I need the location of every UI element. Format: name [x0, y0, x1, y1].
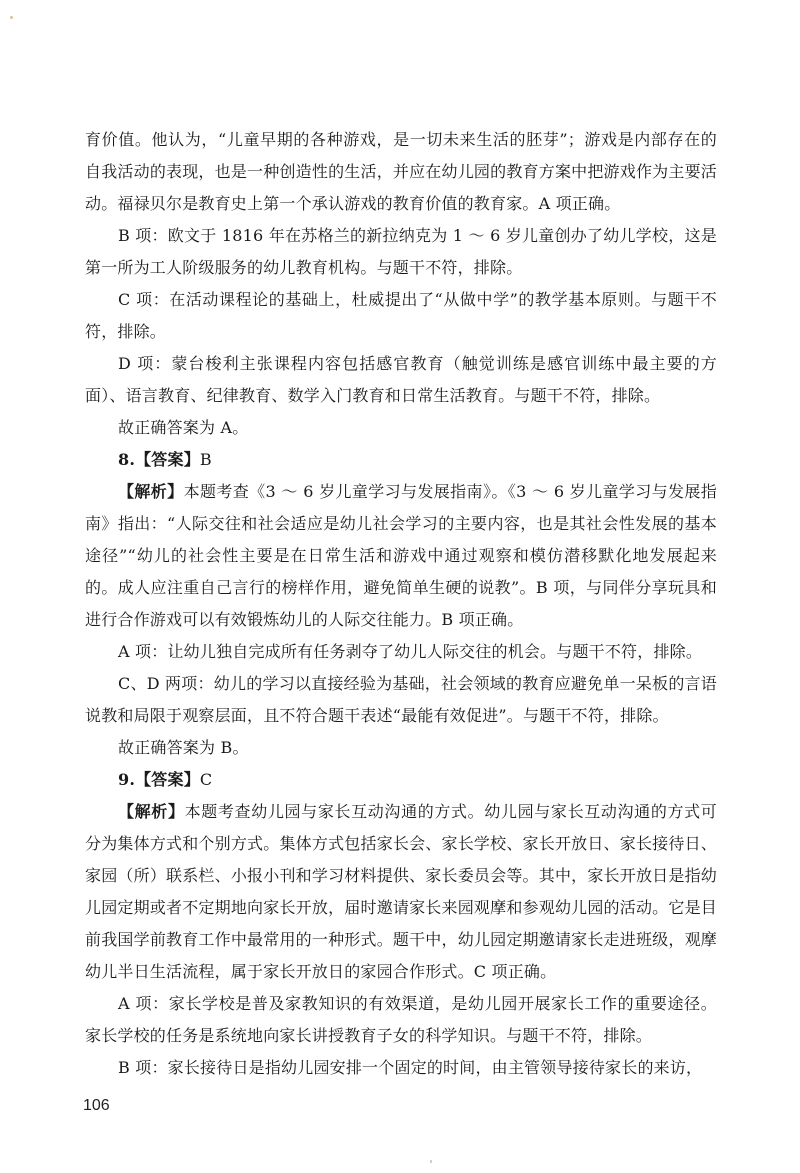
analysis-text: 本题考查《3 ～ 6 岁儿童学习与发展指南》。《3 ～ 6 岁儿童学习与发展指南》指出：“人际交往和社会适应是幼儿社会学习的主要内容，也是其社会性发展的基本途径”“幼儿的社会性主要是在日常生活和游戏中通过观察和模仿潜移默化地发展起来的。成人应注重自己言行的榜样作用，避免简单生硬的说教”。B 项，与同伴分享玩具和进行合作游戏可以有效锻炼幼儿的人际交往能力。B 项正确。 — [85, 482, 717, 629]
paragraph-correct-answer-b: 故正确答案为 B。 — [118, 738, 249, 757]
question-9-answer — [85, 764, 717, 796]
analysis-label: 【解析】 — [118, 482, 184, 501]
question-8-analysis — [85, 476, 717, 636]
scan-speck — [430, 1160, 432, 1163]
page-number: 106 — [83, 1097, 110, 1114]
scan-speck — [10, 16, 13, 19]
analysis-text: 本题考查幼儿园与家长互动沟通的方式。幼儿园与家长互动沟通的方式可分为集体方式和个别方式。集体方式包括家长会、家长学校、家长开放日、家长接待日、家园（所）联系栏、小报小刊和学习材料提供、家长委员会等。其中，家长开放日是指幼儿园定期或者不定期地向家长开放，届时邀请家长来园观摩和参观幼儿园的活动。它是目前我国学前教育工作中最常用的一种形式。题干中，幼儿园定期邀请家长走进班级，观摩幼儿半日生活流程，属于家长开放日的家园合作形式。C 项正确。 — [85, 802, 717, 981]
paragraph-option-a-explanation: A 项：让幼儿独自完成所有任务剥夺了幼儿人际交往的机会。与题干不符，排除。 — [118, 642, 703, 661]
answer-value: C — [199, 770, 213, 789]
analysis-label: 【解析】 — [118, 802, 185, 821]
question-8-answer — [85, 444, 717, 476]
paragraph-correct-answer-a: 故正确答案为 A。 — [118, 418, 249, 437]
paragraph-option-d-explanation: D 项：蒙台梭利主张课程内容包括感官教育（触觉训练是感官训练中最主要的方面）、语言教育、纪律教育、数学入门教育和日常生活教育。与题干不符，排除。 — [85, 354, 717, 405]
question-9-analysis — [85, 796, 717, 988]
paragraph-continuation: 育价值。他认为，“儿童早期的各种游戏，是一切未来生活的胚芽”；游戏是内部存在的自我活动的表现，也是一种创造性的生活，并应在幼儿园的教育方案中把游戏作为主要活动。福禄贝尔是教育史上第一个承认游戏的教育价值的教育家。A 项正确。 — [85, 130, 717, 213]
paragraph-option-c-explanation: C 项：在活动课程论的基础上，杜威提出了“从做中学”的教学基本原则。与题干不符，排除。 — [85, 290, 717, 341]
paragraph-option-cd-explanation: C、D 两项：幼儿的学习以直接经验为基础，社会领域的教育应避免单一呆板的言语说教和局限于观察层面，且不符合题干表述“最能有效促进”。与题干不符，排除。 — [85, 674, 717, 725]
answer-value: B — [199, 450, 212, 469]
paragraph-option-b-explanation: B 项：欧文于 1816 年在苏格兰的新拉纳克为 1 ～ 6 岁儿童创办了幼儿学校，这是第一所为工人阶级服务的幼儿教育机构。与题干不符，排除。 — [85, 226, 717, 277]
answer-label: 9.【答案】 — [118, 770, 200, 789]
answer-explanations — [85, 124, 717, 1084]
answer-label: 8.【答案】 — [118, 450, 200, 469]
paragraph-option-b-explanation: B 项：家长接待日是指幼儿园安排一个固定的时间，由主管领导接待家长的来访， — [118, 1058, 703, 1077]
paragraph-option-a-explanation: A 项：家长学校是普及家教知识的有效渠道，是幼儿园开展家长工作的重要途径。家长学校的任务是系统地向家长讲授教育子女的科学知识。与题干不符，排除。 — [85, 994, 717, 1045]
